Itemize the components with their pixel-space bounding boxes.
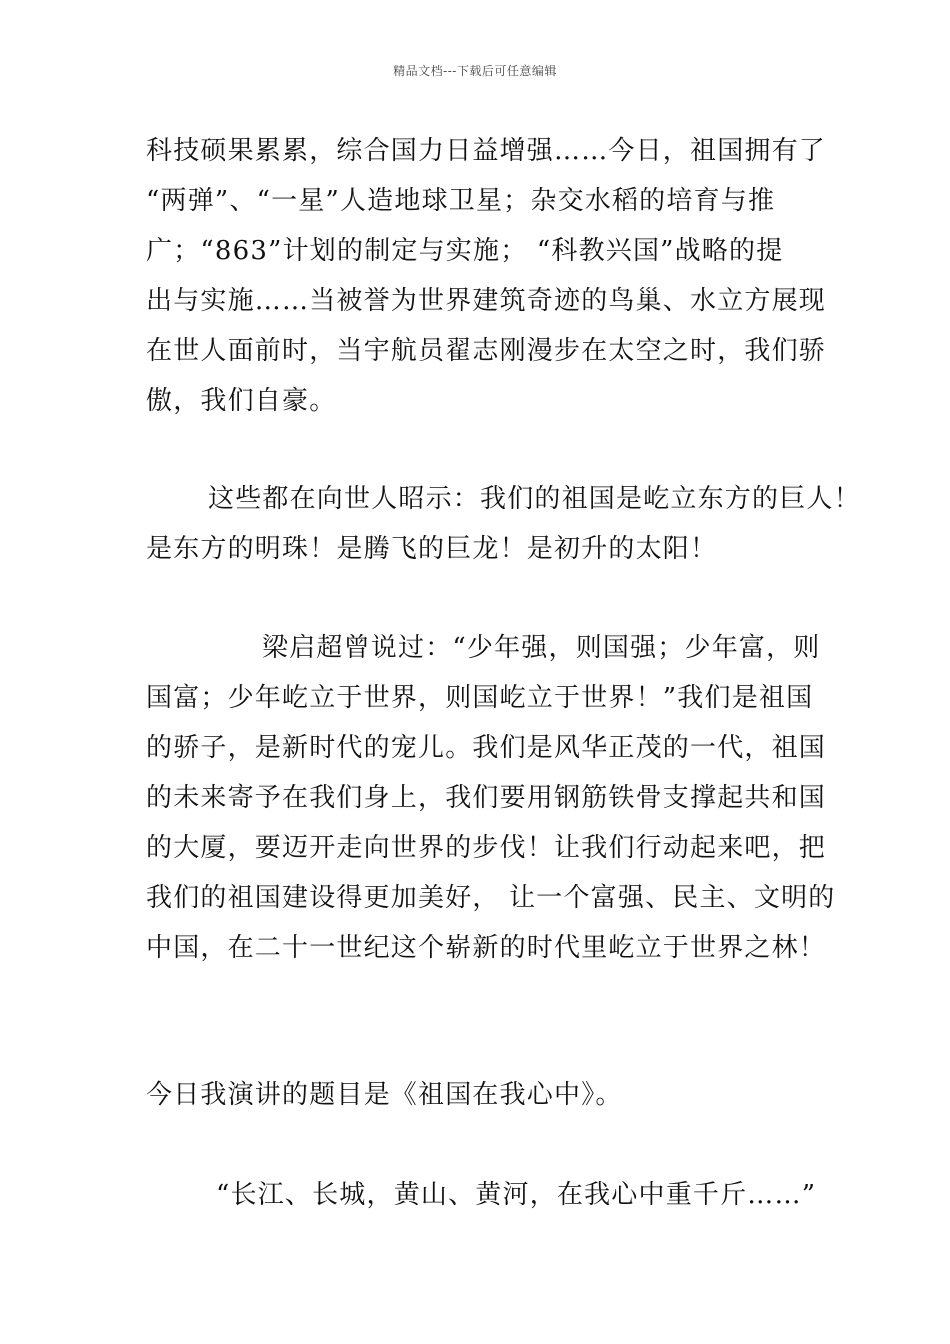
paragraph-1-line-1: 科技硕果累累，综合国力日益增强……今日，祖国拥有了 [146, 136, 827, 166]
paragraph-2-line-1: 这些都在向世人昭示：我们的祖国是屹立东方的巨人！ [208, 484, 861, 514]
paragraph-1-line-5: 在世人面前时，当宇航员翟志刚漫步在太空之时，我们骄 [146, 336, 827, 366]
paragraph-3-line-2: 国富；少年屹立于世界，则国屹立于世界！”我们是祖国 [146, 683, 814, 713]
paragraph-1-line-2: “两弹”、“一星”人造地球卫星；杂交水稻的培育与推 [146, 186, 776, 216]
paragraph-2-line-2: 是东方的明珠！是腾飞的巨龙！是初升的太阳！ [146, 534, 718, 564]
paragraph-3-line-4: 的未来寄予在我们身上，我们要用钢筋铁骨支撑起共和国 [146, 783, 827, 813]
page-header: 精品文档---下载后可任意编辑 [393, 64, 557, 78]
paragraph-1-line-3: 广；“863”计划的制定与实施； “科教兴国”战略的提 [146, 236, 784, 266]
paragraph-3-line-6: 我们的祖国建设得更加美好， 让一个富强、民主、文明的 [146, 883, 836, 913]
paragraph-3-line-3: 的骄子，是新时代的宠儿。我们是风华正茂的一代，祖国 [146, 733, 827, 763]
paragraph-5-line-1: “长江、长城，黄山、黄河，在我心中重千斤……” [216, 1180, 817, 1210]
paragraph-4-line-1: 今日我演讲的题目是《祖国在我心中》。 [146, 1080, 623, 1110]
paragraph-1-line-6: 傲，我们自豪。 [146, 386, 337, 416]
paragraph-3-line-7: 中国，在二十一世纪这个崭新的时代里屹立于世界之林！ [146, 933, 827, 963]
paragraph-1-line-4: 出与实施……当被誉为世界建筑奇迹的鸟巢、水立方展现 [146, 286, 827, 316]
paragraph-3-line-1: 梁启超曾说过：“少年强，则国强；少年富，则 [262, 633, 821, 663]
paragraph-3-line-5: 的大厦，要迈开走向世界的步伐！让我们行动起来吧，把 [146, 833, 827, 863]
